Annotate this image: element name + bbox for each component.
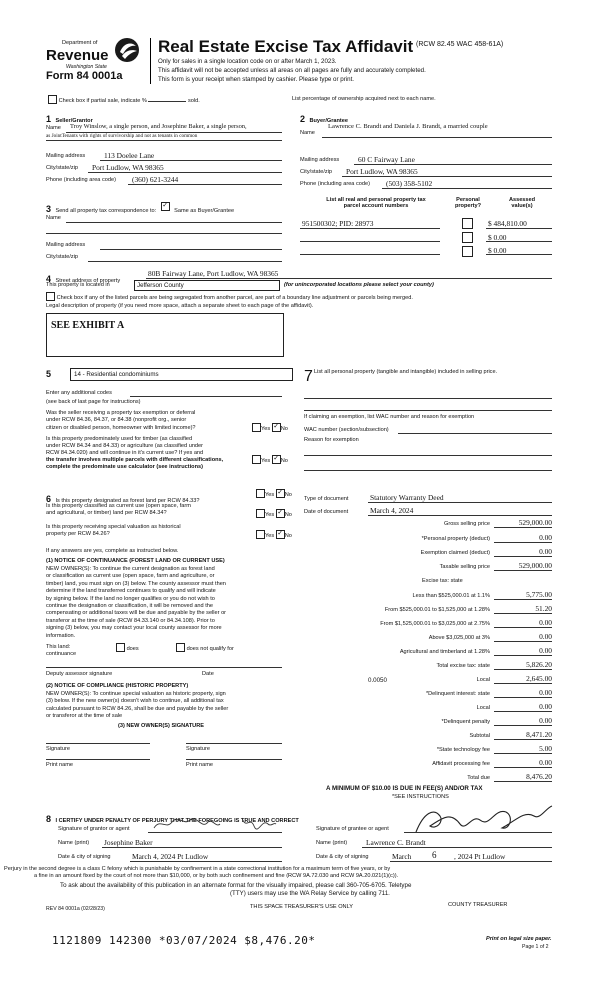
assessed-value-3[interactable]: $ 0.00: [488, 246, 507, 255]
tier3-label: From $1,525,000.01 to $3,025,000 at 2.75%: [380, 621, 490, 627]
personal-deduct-value[interactable]: 0.00: [539, 533, 552, 542]
personal-property-heading: List all personal property (tangible and intangible) included in selling price.: [314, 369, 498, 375]
timber-yes-checkbox[interactable]: [252, 455, 261, 464]
personal-property-checkbox-3[interactable]: [462, 246, 473, 257]
processing-fee-label: Affidavit processing fee: [432, 761, 490, 767]
perjury-line2: a fine in an amount fixed by the court of not more than $10,000, or by both such confinement and fine (RCW 9A.72.030 and RCW 9A.20.021(1)(c)).: [34, 873, 399, 879]
subtotal-value[interactable]: 8,471.20: [526, 730, 552, 739]
header-note3: This form is your receipt when stamped by cashier. Please type or print.: [158, 76, 355, 83]
ownership-note: List percentage of ownership acquired next to each name.: [292, 96, 436, 102]
total-due-value[interactable]: 8,476.20: [526, 772, 552, 781]
taxable-price-label: Taxable selling price: [439, 564, 490, 570]
seller-city-label: City/state/zip: [46, 165, 79, 171]
personal-deduct-label: *Personal property (deduct): [421, 536, 490, 542]
minimum-note: A MINIMUM OF $10.00 IS DUE IN FEE(S) AND/OR TAX: [326, 785, 483, 792]
excise-state-label: Excise tax: state: [422, 578, 463, 584]
local-label: Local: [476, 677, 490, 683]
header-note1: Only for sales in a single location code on or after March 1, 2023.: [158, 58, 337, 65]
legal-description-box[interactable]: [46, 313, 284, 357]
buyer-city-value[interactable]: Port Ludlow, WA 98365: [346, 167, 418, 176]
grantee-name-value[interactable]: Lawrence C. Brandt: [366, 838, 426, 847]
grantee-sig-label: Signature of grantee or agent: [316, 826, 389, 832]
dept-state: Washington State: [66, 64, 107, 70]
grantee-date-day[interactable]: 6: [432, 850, 437, 860]
seller-name-label: Name: [46, 125, 61, 131]
form-number: Form 84 0001a: [46, 70, 123, 82]
new-owner-signature-heading: (3) NEW OWNER(S) SIGNATURE: [118, 723, 204, 729]
new-owner-print-1[interactable]: [46, 759, 150, 760]
delinq-interest-local-label: Local: [476, 705, 490, 711]
corr-city-label: City/state/zip: [46, 254, 79, 260]
grantor-name-label: Name (print): [58, 840, 90, 846]
current-use-yes-checkbox[interactable]: [256, 509, 265, 518]
tier1-label: Less than $525,000.01 at 1.1%: [412, 593, 490, 599]
parcel-number-3[interactable]: [300, 254, 440, 255]
additional-codes-field[interactable]: [130, 396, 282, 397]
exemption-yes-checkbox[interactable]: [252, 423, 261, 432]
seller-phone-value[interactable]: (360) 621-3244: [132, 175, 179, 184]
certify-row: 8 I CERTIFY UNDER PENALTY OF PERJURY THAT THE FOREGOING IS TRUE AND CORRECT: [46, 814, 299, 824]
tier5-label: Agricultural and timberland at 1.28%: [399, 649, 490, 655]
seller-heading: 1 Seller/Grantor: [46, 114, 93, 124]
does-qualify-checkbox[interactable]: [116, 643, 125, 652]
local-rate: 0.0050: [368, 677, 387, 684]
new-owner-signature-2[interactable]: [186, 743, 282, 744]
does-option: does: [116, 644, 139, 653]
section5-num: 5: [46, 369, 52, 379]
grantor-name-value[interactable]: Josephine Baker: [104, 838, 153, 847]
exemption-deduct-value[interactable]: 0.00: [539, 547, 552, 556]
buyer-phone-value[interactable]: (503) 358-5102: [386, 179, 433, 188]
section7-num: 7: [304, 368, 313, 385]
revenue-logo-icon: [112, 36, 142, 64]
header-note2: This affidavit will not be accepted unless all areas on all pages are fully and accurately completed.: [158, 67, 426, 74]
legal-label: Legal description of property (if you need more space, attach a separate sheet to each page of the affidavit).: [46, 303, 314, 309]
reason-label: Reason for exemption: [304, 437, 359, 443]
page-number: Page 1 of 2: [522, 944, 549, 950]
grantor-sig-label: Signature of grantor or agent: [58, 826, 130, 832]
personal-property-checkbox-1[interactable]: [462, 218, 473, 229]
forest-question: 6 Is this property designated as forest land per RCW 84.33?: [46, 494, 200, 504]
current-use-question: Is this property classified as current use (open space, farm and agricultural, or timber) land per RCW 84.34?: [46, 503, 191, 517]
print2-label: Print name: [186, 762, 214, 768]
parcel-col1-head: List all real and personal property tax parcel account numbers: [326, 197, 426, 209]
continuance-text: NEW OWNER(S): To continue the current designation as forest land or classification as current use (open space, farm and agriculture, or timber) land, you must sign on (3) below. The county assessor must then determine if the land transferred continues to qualify and will indicate by signing below. If the land no longer qualifies or you do not wish to continue the designation or classification, it will be removed and the compensating or additional taxes will be due and payable by the seller or transferor at the time of sale (RCW 84.33.140 or 84.34.108). Prior to signing (3) below, you may contact your local county assessor for more information.: [46, 566, 227, 639]
does-not-qualify-checkbox[interactable]: [176, 643, 185, 652]
see-instructions: *SEE INSTRUCTIONS: [392, 794, 449, 800]
buyer-name-value[interactable]: Lawrence C. Brandt and Daniela J. Brandt, a married couple: [328, 123, 488, 130]
grantee-date-label: Date & city of signing: [316, 854, 369, 860]
continuance-heading: (1) NOTICE OF CONTINUANCE (FOREST LAND OR CURRENT USE): [46, 558, 225, 564]
deputy-label: Deputy assessor signature: [46, 671, 113, 677]
corr-mail-label: Mailing address: [46, 242, 86, 248]
sig1-label: Signature: [46, 746, 70, 752]
forest-yes-no: Yes ✓ No: [256, 490, 292, 499]
deputy-signature-field[interactable]: [46, 667, 282, 668]
total-state-value[interactable]: 5,826.20: [526, 660, 552, 669]
county-treasurer: COUNTY TREASURER: [448, 902, 508, 908]
correspondence-heading: 3 Send all property tax correspondence to: ✓ Same as Buyer/Grantee: [46, 202, 235, 214]
partial-sale-row: Check box if partial sale, indicate % sold.: [48, 96, 200, 105]
buyer-heading: 2 Buyer/Grantee: [300, 114, 349, 124]
processing-fee-value[interactable]: 0.00: [539, 758, 552, 767]
forest-no-checkbox[interactable]: ✓: [277, 489, 284, 496]
seller-mail-label: Mailing address: [46, 153, 86, 159]
use-code-select[interactable]: 14 - Residential condominiums: [70, 368, 293, 381]
additional-codes-label: Enter any additional codes: [46, 390, 112, 396]
unincorporated-note: (for unincorporated locations please select your county): [284, 282, 434, 288]
delinq-penalty-value[interactable]: 0.00: [539, 716, 552, 725]
historic-yes-no: Yes ✓ No: [256, 531, 292, 540]
header-divider: [150, 38, 151, 84]
personal-property-checkbox-2[interactable]: [462, 232, 473, 243]
this-land-label: This land: continuance: [46, 644, 77, 658]
ada-line1: To ask about the availability of this publication in an alternate format for the visually impaired, please call 360-705-6705. Teletype: [60, 882, 412, 889]
perjury-line1: Perjury in the second degree is a class C felony which is punishable by confinement in a state correctional institution for a maximum term of five years, or by: [4, 866, 391, 872]
seller-city-value[interactable]: Port Ludlow, WA 98365: [92, 163, 164, 172]
tier5-value[interactable]: 0.00: [539, 646, 552, 655]
does-not-option: does not qualify for: [176, 644, 234, 653]
legal-size-note: Print on legal size paper.: [486, 936, 552, 942]
seller-name-value2[interactable]: as JointTenants with rights of survivorship and not as tenants in common: [46, 133, 198, 139]
segregated-checkbox[interactable]: [46, 292, 55, 301]
grantor-signature-icon[interactable]: [150, 812, 280, 834]
treasurer-use: THIS SPACE TREASURER'S USE ONLY: [250, 904, 354, 910]
seller-phone-label: Phone (including area code): [46, 177, 116, 183]
tier1-value[interactable]: 5,775.00: [526, 590, 552, 599]
exemption-claim-label: If claiming an exemption, list WAC number and reason for exemption: [304, 414, 475, 420]
delinq-interest-state-value[interactable]: 0.00: [539, 688, 552, 697]
see-back-note: (see back of last page for instructions): [46, 399, 141, 405]
property-street-value[interactable]: 80B Fairway Lane, Port Ludlow, WA 98365: [148, 269, 279, 278]
seller-mail-value[interactable]: 113 Doelee Lane: [104, 151, 155, 160]
total-due-label: Total due: [467, 775, 490, 781]
doc-date-value[interactable]: March 4, 2024: [370, 506, 414, 515]
tech-fee-value[interactable]: 5.00: [539, 744, 552, 753]
gross-price-value[interactable]: 529,000.00: [518, 518, 552, 527]
parcel-number-1[interactable]: 951500302; PID: 28973: [302, 219, 374, 228]
tier3-value[interactable]: 0.00: [539, 618, 552, 627]
buyer-mail-value[interactable]: 60 C Fairway Lane: [358, 155, 415, 164]
compliance-heading: (2) NOTICE OF COMPLIANCE (HISTORIC PROPERTY): [46, 683, 189, 689]
tier4-label: Above $3,025,000 at 3%: [428, 635, 490, 641]
exemption-question: Was the seller receiving a property tax exemption or deferral under RCW 84.36, 84.37, or 84.38 (nonprofit org., senior citizen or disabled person, homeowner with limited income)?: [46, 410, 196, 431]
buyer-phone-label: Phone (including area code): [300, 181, 370, 187]
new-owner-signature-1[interactable]: [46, 743, 150, 744]
current-use-no-checkbox[interactable]: ✓: [277, 509, 284, 516]
located-label: This property is located in: [46, 282, 110, 288]
ada-line2: (TTY) users may use the WA Relay Service by calling 711.: [230, 890, 390, 897]
delinq-interest-state-label: *Delinquent interest: state: [425, 691, 490, 697]
sig2-label: Signature: [186, 746, 210, 752]
timber-question: Is this property predominately used for timber (as classified under RCW 84.34 and 84.33) or agriculture (as classified under RCW 84.34.020) and will continue in it's current use? If yes and the transfer involves multiple parcels with different classifications, complete the predominate use calculator (see instructions): [46, 436, 224, 470]
historic-question: Is this property receiving special valuation as historical property per RCW 84.26?: [46, 524, 181, 538]
county-select[interactable]: Jefferson County: [134, 280, 280, 291]
tier2-value[interactable]: 51.20: [535, 604, 552, 613]
assessed-value-2[interactable]: $ 0.00: [488, 233, 507, 242]
historic-no-checkbox[interactable]: ✓: [277, 530, 284, 537]
tier2-label: From $525,000.01 to $1,525,000 at 1.28%: [384, 607, 490, 613]
exemption-yes-no: Yes ✓ No: [252, 424, 288, 433]
dept-line1: Department of: [62, 40, 98, 46]
new-owner-print-2[interactable]: [186, 759, 282, 760]
corr-mail-field[interactable]: [100, 249, 282, 250]
wac-field[interactable]: [398, 433, 552, 434]
same-as-buyer-checkbox[interactable]: ✓: [162, 202, 169, 210]
treasurer-stamp: 1121809 142300 *03/07/2024 $8,476.20*: [52, 934, 316, 947]
subtotal-label: Subtotal: [469, 733, 490, 739]
delinq-penalty-label: *Delinquent penalty: [441, 719, 490, 725]
wac-label: WAC number (section/subsection): [304, 427, 389, 433]
doc-type-value[interactable]: Statutory Warranty Deed: [370, 493, 444, 502]
parcel-number-2[interactable]: [300, 241, 440, 242]
section6-instr: If any answers are yes, complete as instructed below.: [46, 548, 179, 554]
compliance-text: NEW OWNER(S): To continue special valuation as historic property, sign (3) below. If the new owner(s) doesn't wish to continue, all additional tax calculated pursuant to RCW 84.26, shall be due and payable by the seller or transferor at the time of sale: [46, 691, 229, 720]
reason-field[interactable]: [304, 455, 552, 456]
partial-sale-checkbox[interactable]: [48, 95, 57, 104]
form-rcw: (RCW 82.45 WAC 458-61A): [416, 41, 504, 48]
total-state-label: Total excise tax: state: [436, 663, 490, 669]
delinq-interest-local-value[interactable]: 0.00: [539, 702, 552, 711]
timber-yes-no: Yes ✓ No: [252, 456, 288, 465]
personal-property-field-2[interactable]: [304, 410, 552, 411]
doc-date-label: Date of document: [304, 509, 349, 515]
partial-percent-field[interactable]: [148, 101, 186, 102]
rev-number: REV 84 0001a (02/28/23): [46, 906, 105, 912]
buyer-name-label: Name: [300, 130, 315, 136]
taxable-price-value[interactable]: 529,000.00: [518, 561, 552, 570]
assessed-value-1[interactable]: $ 484,810.00: [488, 219, 527, 228]
buyer-mail-label: Mailing address: [300, 157, 340, 163]
form-title: Real Estate Excise Tax Affidavit: [158, 37, 414, 56]
corr-city-field[interactable]: [88, 261, 282, 262]
doc-type-label: Type of document: [304, 496, 349, 502]
historic-yes-checkbox[interactable]: [256, 530, 265, 539]
exemption-deduct-label: Exemption claimed (deduct): [420, 550, 490, 556]
grantee-date-rest[interactable]: , 2024 Pt Ludlow: [454, 852, 506, 861]
tier4-value[interactable]: 0.00: [539, 632, 552, 641]
local-value[interactable]: 2,645.00: [526, 674, 552, 683]
seller-name-value[interactable]: Troy Winslow, a single person, and Josephine Baker, a single person,: [70, 123, 247, 130]
property-street-row: 4 Street address of property: [46, 274, 121, 284]
dept-name: Revenue: [46, 47, 109, 64]
print1-label: Print name: [46, 762, 74, 768]
deputy-date-label: Date: [202, 671, 214, 677]
segregated-row: Check box if any of the listed parcels are being segregated from another parcel, are part of a boundary line adjustment or parcels being merged.: [46, 293, 413, 302]
corr-name-field[interactable]: [66, 222, 282, 223]
grantee-signature-icon[interactable]: [410, 802, 558, 838]
parcel-col2-head: Personal property?: [454, 197, 482, 209]
tech-fee-label: *State technology fee: [436, 747, 490, 753]
personal-property-field-1[interactable]: [304, 398, 552, 399]
grantor-date-label: Date & city of signing: [58, 854, 111, 860]
grantee-date-month[interactable]: March: [392, 852, 412, 861]
exemption-no-checkbox[interactable]: ✓: [273, 423, 280, 430]
corr-name-label: Name: [46, 215, 61, 221]
grantee-name-label: Name (print): [316, 840, 348, 846]
grantor-date-value[interactable]: March 4, 2024 Pt Ludlow: [132, 852, 209, 861]
forest-yes-checkbox[interactable]: [256, 489, 265, 498]
parcel-col3-head: Assessed value(s): [508, 197, 536, 209]
current-use-yes-no: Yes ✓ No: [256, 510, 292, 519]
timber-no-checkbox[interactable]: ✓: [273, 455, 280, 462]
gross-price-label: Gross selling price: [443, 521, 490, 527]
buyer-city-label: City/state/zip: [300, 169, 333, 175]
legal-description-value: SEE EXHIBIT A: [51, 320, 125, 331]
